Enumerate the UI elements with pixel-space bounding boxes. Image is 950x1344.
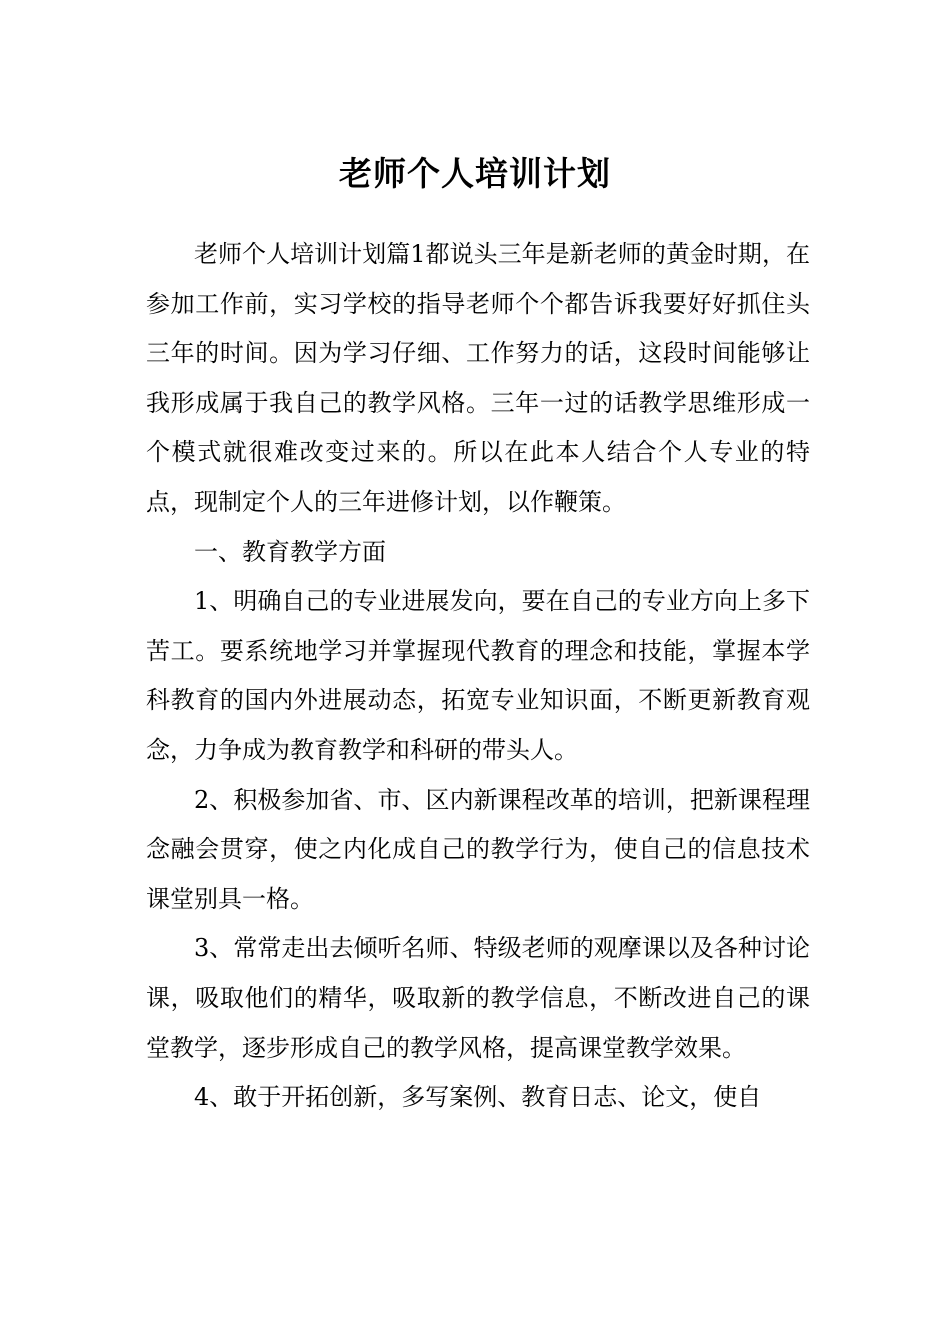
document-body bbox=[146, 230, 810, 1123]
paragraph-item-2: 2、积极参加省、市、区内新课程改革的培训，把新课程理念融会贯穿，使之内化成自己的教学行为，使自己的信息技术课堂别具一格。 bbox=[146, 785, 810, 913]
section-heading-teaching: 一、教育教学方面 bbox=[194, 537, 386, 566]
document-title: 老师个人培训计划 bbox=[339, 154, 611, 194]
paragraph-item-3: 3、常常走出去倾听名师、特级老师的观摩课以及各种讨论课，吸取他们的精华，吸取新的教学信息，不断改进自己的课堂教学，逐步形成自己的教学风格，提高课堂教学效果。 bbox=[146, 934, 810, 1062]
paragraph-intro: 老师个人培训计划篇1都说头三年是新老师的黄金时期，在参加工作前，实习学校的指导老师个个都告诉我要好好抓住头三年的时间。因为学习仔细、工作努力的话，这段时间能够让我形成属于我自己的教学风格。三年一过的话教学思维形成一个模式就很难改变过来的。所以在此本人结合个人专业的特点，现制定个人的三年进修计划，以作鞭策。 bbox=[146, 240, 810, 516]
paragraph-item-4: 4、敢于开拓创新，多写案例、教育日志、论文，使自 bbox=[194, 1083, 762, 1112]
paragraph-item-1: 1、明确自己的专业进展发向，要在自己的专业方向上多下苦工。要系统地学习并掌握现代教育的理念和技能，掌握本学科教育的国内外进展动态，拓宽专业知识面，不断更新教育观念，力争成为教育教学和科研的带头人。 bbox=[146, 587, 810, 764]
